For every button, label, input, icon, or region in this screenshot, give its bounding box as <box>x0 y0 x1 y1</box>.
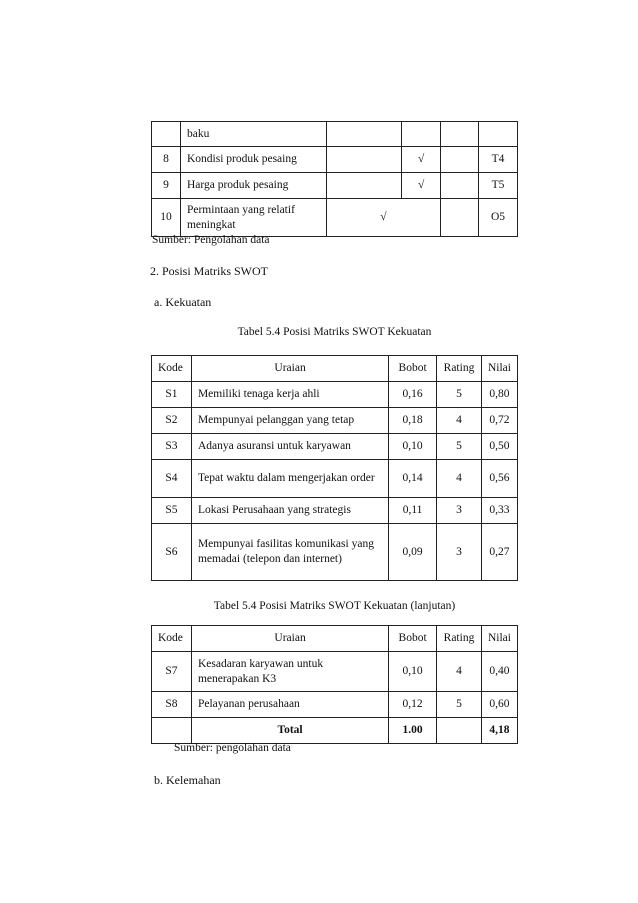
table-row <box>152 199 518 237</box>
table-header-row <box>152 356 518 382</box>
row-text: baku <box>180 122 326 147</box>
row-text: Permintaan yang relatif meningkat <box>180 199 326 237</box>
cell-kode: S2 <box>152 408 192 434</box>
cell-nilai: 0,72 <box>481 408 517 434</box>
table-row <box>152 408 518 434</box>
source-note: Sumber: pengolahan data <box>174 742 291 754</box>
subsection-heading: b. Kelemahan <box>154 773 221 787</box>
cell-uraian: Pelayanan perusahaan <box>191 692 388 718</box>
cell-uraian: Mempunyai pelanggan yang tetap <box>191 408 388 434</box>
table-row <box>152 498 518 524</box>
cell-rating: 5 <box>437 434 482 460</box>
cell-uraian: Kesadaran karyawan untuk menerapakan K3 <box>191 652 388 692</box>
table-total-row <box>152 718 518 744</box>
row-text: Kondisi produk pesaing <box>180 147 326 173</box>
header-rating: Rating <box>437 626 482 652</box>
header-uraian: Uraian <box>191 626 388 652</box>
table-row <box>152 692 518 718</box>
cell-kode: S6 <box>152 524 192 581</box>
cell-rating: 5 <box>437 692 482 718</box>
table-row <box>152 382 518 408</box>
cell-uraian: Mempunyai fasilitas komunikasi yang memadai (telepon dan internet) <box>191 524 388 581</box>
cell-empty <box>437 718 482 744</box>
check-cell <box>441 199 479 237</box>
check-cell <box>441 173 479 199</box>
row-number: 9 <box>152 173 181 199</box>
cell-kode: S5 <box>152 498 192 524</box>
code-cell: T4 <box>479 147 518 173</box>
table-header-row <box>152 626 518 652</box>
total-label: Total <box>191 718 388 744</box>
code-cell: O5 <box>479 199 518 237</box>
code-cell: T5 <box>479 173 518 199</box>
table-caption: Tabel 5.4 Posisi Matriks SWOT Kekuatan <box>237 326 432 338</box>
header-nilai: Nilai <box>481 626 517 652</box>
check-cell: √ <box>402 147 441 173</box>
total-nilai: 4,18 <box>481 718 517 744</box>
row-number <box>152 122 181 147</box>
cell-bobot: 0,11 <box>389 498 437 524</box>
cell-nilai: 0,40 <box>481 652 517 692</box>
table-swot-kekuatan <box>151 355 518 581</box>
cell-bobot: 0,10 <box>389 434 437 460</box>
header-nilai: Nilai <box>481 356 517 382</box>
cell-kode: S7 <box>152 652 192 692</box>
cell-rating: 4 <box>437 460 482 498</box>
cell-uraian: Adanya asuransi untuk karyawan <box>191 434 388 460</box>
check-cell <box>441 122 479 147</box>
cell-kode: S3 <box>152 434 192 460</box>
cell-kode: S8 <box>152 692 192 718</box>
row-text: Harga produk pesaing <box>180 173 326 199</box>
cell-rating: 5 <box>437 382 482 408</box>
header-kode: Kode <box>152 356 192 382</box>
check-cell <box>326 147 402 173</box>
table-row <box>152 460 518 498</box>
check-cell: √ <box>402 173 441 199</box>
table-row <box>152 147 518 173</box>
check-cell <box>326 122 402 147</box>
header-kode: Kode <box>152 626 192 652</box>
row-number: 8 <box>152 147 181 173</box>
cell-uraian: Tepat waktu dalam mengerjakan order <box>191 460 388 498</box>
cell-bobot: 0,14 <box>389 460 437 498</box>
subsection-heading: a. Kekuatan <box>154 295 212 309</box>
cell-kode: S4 <box>152 460 192 498</box>
cell-uraian: Lokasi Perusahaan yang strategis <box>191 498 388 524</box>
section-heading: 2. Posisi Matriks SWOT <box>150 264 269 278</box>
header-uraian: Uraian <box>191 356 388 382</box>
table-row <box>152 173 518 199</box>
cell-nilai: 0,50 <box>481 434 517 460</box>
table-swot-kekuatan-lanjutan <box>151 625 518 744</box>
table-row <box>152 122 518 147</box>
row-number: 10 <box>152 199 181 237</box>
header-rating: Rating <box>437 356 482 382</box>
total-bobot: 1.00 <box>389 718 437 744</box>
check-cell <box>402 122 441 147</box>
cell-rating: 3 <box>437 498 482 524</box>
cell-bobot: 0,09 <box>389 524 437 581</box>
source-note: Sumber: Pengolahan data <box>152 234 270 246</box>
check-cell <box>441 147 479 173</box>
cell-bobot: 0,16 <box>389 382 437 408</box>
cell-rating: 3 <box>437 524 482 581</box>
table-top-continuation <box>151 121 518 237</box>
header-bobot: Bobot <box>389 356 437 382</box>
table-row <box>152 524 518 581</box>
cell-bobot: 0,10 <box>389 652 437 692</box>
cell-nilai: 0,60 <box>481 692 517 718</box>
table-row <box>152 652 518 692</box>
cell-nilai: 0,33 <box>481 498 517 524</box>
cell-nilai: 0,27 <box>481 524 517 581</box>
cell-nilai: 0,80 <box>481 382 517 408</box>
table-caption: Tabel 5.4 Posisi Matriks SWOT Kekuatan (lanjutan) <box>213 600 456 612</box>
code-cell <box>479 122 518 147</box>
header-bobot: Bobot <box>389 626 437 652</box>
check-cell <box>326 173 402 199</box>
cell-bobot: 0,18 <box>389 408 437 434</box>
cell-nilai: 0,56 <box>481 460 517 498</box>
check-cell: √ <box>326 199 441 237</box>
table-row <box>152 434 518 460</box>
cell-bobot: 0,12 <box>389 692 437 718</box>
cell-empty <box>152 718 192 744</box>
cell-rating: 4 <box>437 652 482 692</box>
cell-kode: S1 <box>152 382 192 408</box>
cell-uraian: Memiliki tenaga kerja ahli <box>191 382 388 408</box>
cell-rating: 4 <box>437 408 482 434</box>
